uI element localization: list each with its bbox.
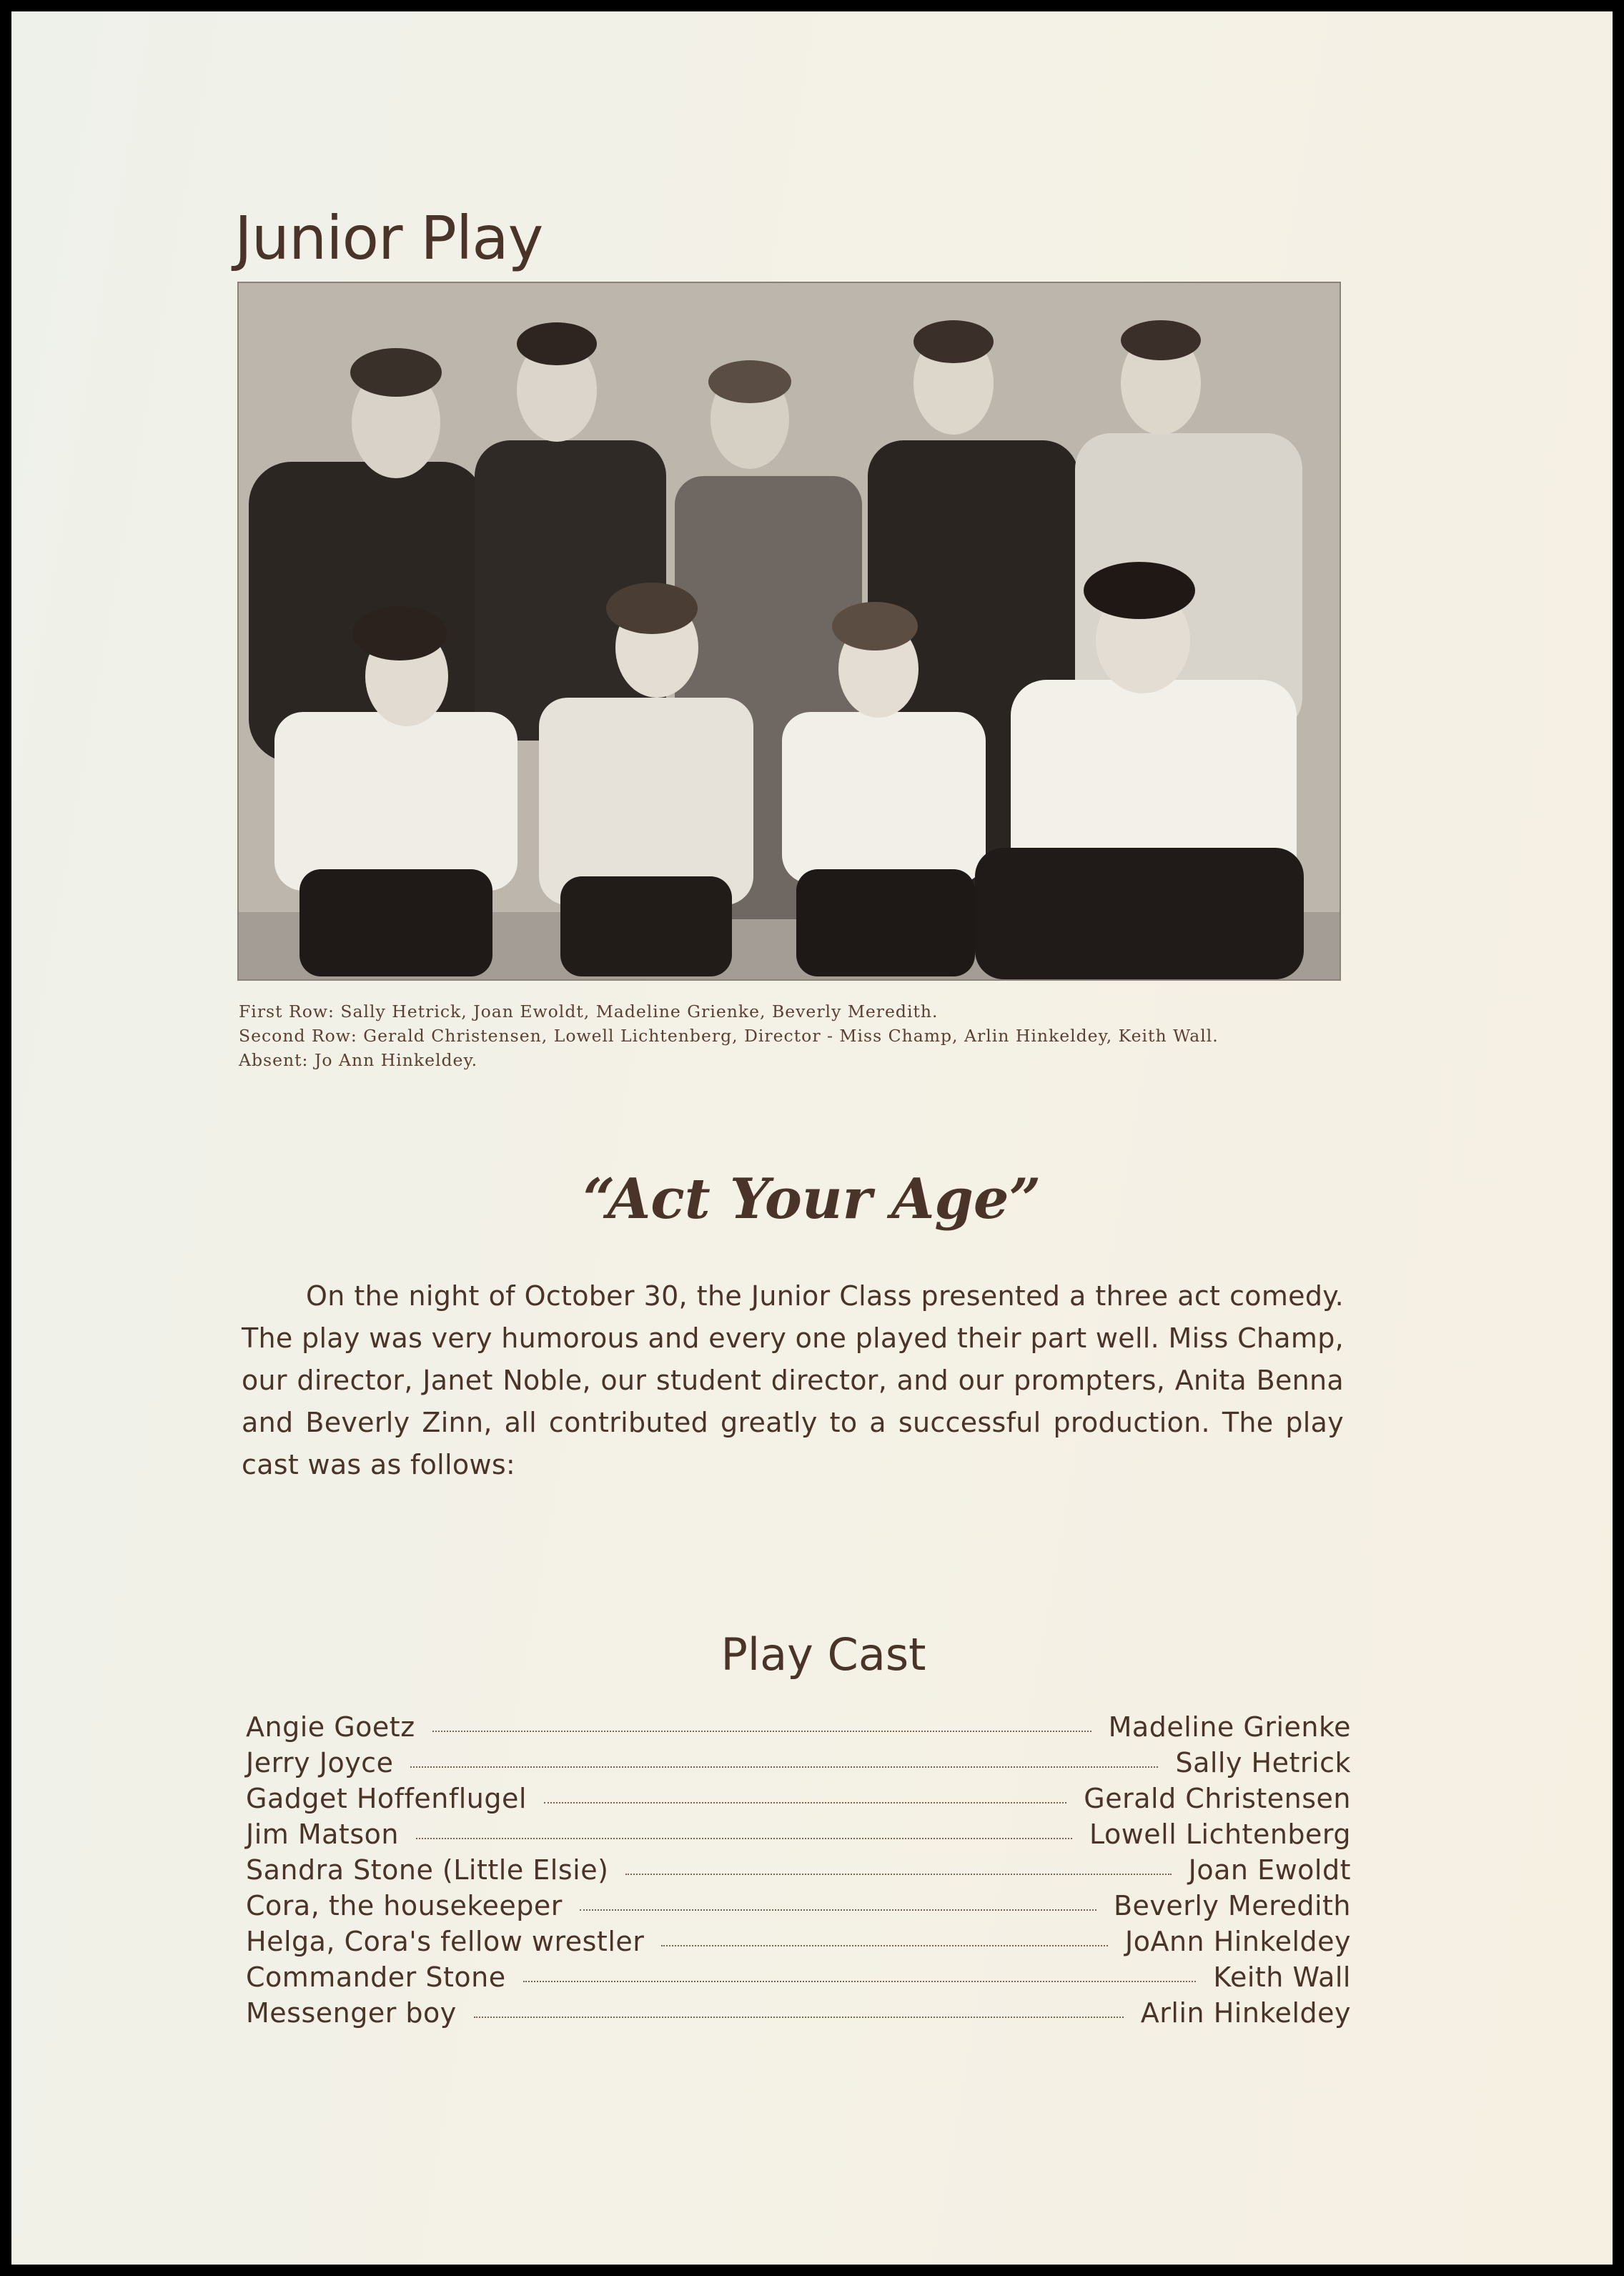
dot-leader [580,1909,1096,1911]
cast-row [246,1783,1351,1819]
cast-role: Angie Goetz [246,1711,415,1743]
cast-list [246,1711,1351,2033]
play-title: “Act Your Age” [583,1167,1041,1232]
cast-row [246,1890,1351,1926]
page-title: Junior Play [234,203,543,273]
cast-actor: Beverly Meredith [1113,1890,1351,1921]
cast-actor: Arlin Hinkeldey [1140,1997,1351,2029]
cast-actor: Joan Ewoldt [1188,1854,1351,1886]
group-photo-illustration [239,283,1340,979]
caption-first-row: First Row: Sally Hetrick, Joan Ewoldt, Madeline Grienke, Beverly Meredith. [239,1001,939,1021]
cast-role: Messenger boy [246,1997,457,2029]
dot-leader [625,1874,1171,1875]
cast-role: Helga, Cora's fellow wrestler [246,1926,645,1957]
cast-role: Jim Matson [246,1819,399,1850]
dot-leader [544,1802,1066,1804]
dot-leader [432,1731,1091,1732]
dot-leader [523,1981,1197,1982]
cast-row [246,1854,1351,1890]
cast-actor: Madeline Grienke [1108,1711,1351,1743]
photo-caption [239,999,1354,1072]
cast-row [246,1747,1351,1783]
dot-leader [474,2017,1124,2018]
cast-role: Commander Stone [246,1961,506,1993]
cast-actor: Sally Hetrick [1175,1747,1351,1778]
cast-actor: Gerald Christensen [1084,1783,1351,1814]
cast-role: Cora, the housekeeper [246,1890,563,1921]
dot-leader [661,1945,1108,1946]
group-photo [237,282,1341,981]
cast-role: Sandra Stone (Little Elsie) [246,1854,609,1886]
cast-row [246,1819,1351,1854]
cast-heading: Play Cast [721,1628,926,1681]
article-paragraph: On the night of October 30, the Junior Class presented a three act comedy. The play was very humorous and every one played their part well. Miss Champ, our director, Janet Noble, our student director, and our prompters, Anita Benna and Beverly Zinn, all contributed greatly to a successful production. The play cast was as follows: [242,1280,1344,1480]
cast-row [246,1926,1351,1961]
caption-second-row: Second Row: Gerald Christensen, Lowell Lichtenberg, Director - Miss Champ, Arlin Hinkeldey, Keith Wall. [239,1026,1219,1046]
cast-role: Jerry Joyce [246,1747,394,1778]
dot-leader [410,1766,1158,1768]
cast-actor: JoAnn Hinkeldey [1125,1926,1351,1957]
cast-row [246,1711,1351,1747]
cast-row [246,1997,1351,2033]
yearbook-page [11,11,1613,2265]
cast-row [246,1961,1351,1997]
cast-actor: Lowell Lichtenberg [1089,1819,1351,1850]
cast-actor: Keith Wall [1213,1961,1351,1993]
dot-leader [416,1838,1072,1839]
caption-absent: Absent: Jo Ann Hinkeldey. [239,1050,478,1070]
cast-role: Gadget Hoffenflugel [246,1783,527,1814]
